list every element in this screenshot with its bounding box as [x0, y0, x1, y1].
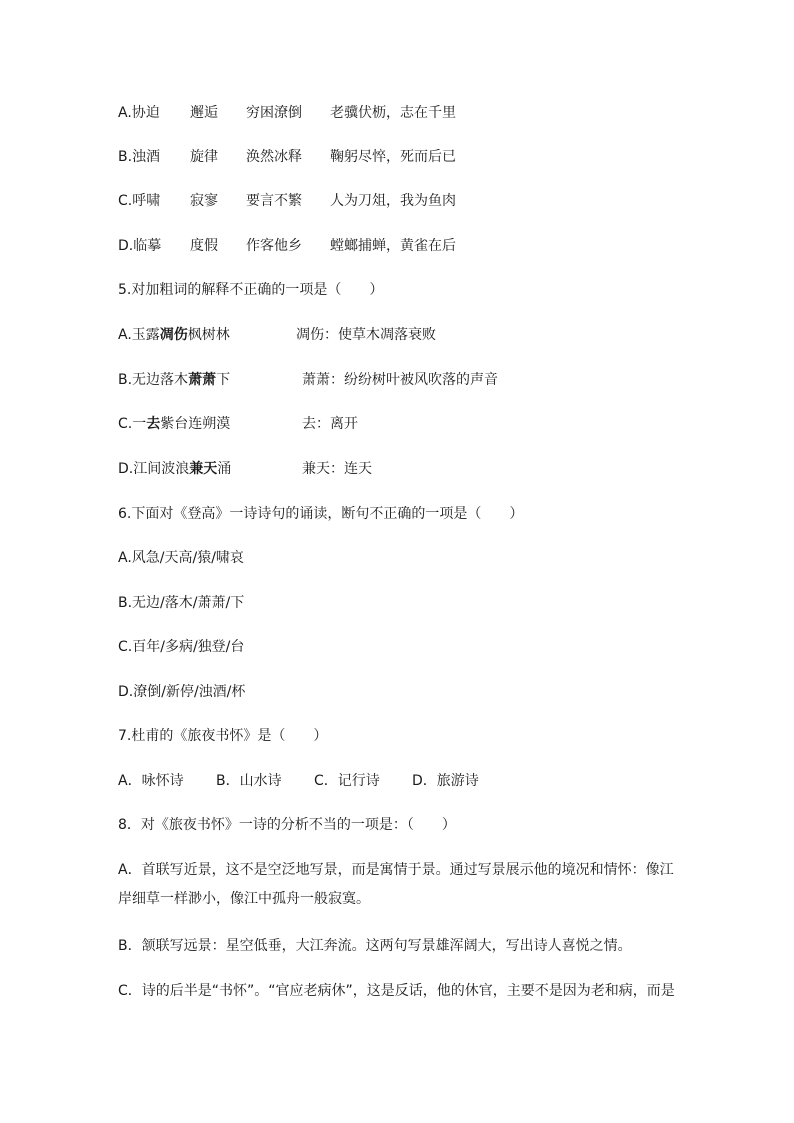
q5-b-pre: B.无边落木: [118, 372, 189, 388]
q4-c-word3: 要言不繁: [246, 193, 302, 209]
q7-option-a: A．咏怀诗: [118, 773, 184, 789]
q4-a-word4: 老骥伏枥，志在千里: [330, 105, 456, 121]
q4-d-word2: 度假: [190, 238, 218, 254]
q7-stem: 7.杜甫的《旅夜书怀》是（ ）: [118, 728, 328, 744]
q4-b-word4: 鞠躬尽悴，死而后已: [330, 149, 456, 165]
q4-b-word1: B.浊酒: [118, 149, 161, 165]
q5-c-phrase: [118, 415, 230, 433]
q4-c-word2: 寂寥: [190, 193, 218, 209]
q4-c-word4: 人为刀俎，我为鱼肉: [330, 193, 456, 209]
q5-a-phrase: [118, 326, 230, 344]
q4-a-word3: 穷困潦倒: [246, 105, 302, 121]
q4-b-word2: 旋律: [190, 149, 218, 165]
q4-c-word1: C.呼啸: [118, 193, 161, 209]
q5-d-phrase: [118, 460, 231, 478]
q4-a-word1: A.协迫: [118, 105, 160, 121]
q8-option-c: C．诗的后半是“书怀”。“官应老病休”，这是反话，他的休官，主要不是因为老和病，而是: [118, 983, 675, 999]
q5-a-post: 枫树林: [187, 327, 230, 343]
q5-b-post: 下: [216, 372, 231, 388]
q6-option-c: C.百年/多病/独登/台: [118, 639, 245, 655]
q5-b-explain: 萧萧：纷纷树叶被风吹落的声音: [302, 372, 498, 388]
q5-c-explain: 去：离开: [302, 416, 358, 432]
q4-b-word3: 涣然冰释: [246, 149, 302, 165]
q7-option-d: D．旅游诗: [412, 773, 479, 789]
q5-b-bold: 萧萧: [188, 372, 217, 388]
q5-b-phrase: [118, 371, 230, 389]
q5-c-post: 紫台连朔漠: [160, 416, 231, 432]
q5-d-post: 涌: [217, 461, 232, 477]
q4-a-word2: 邂逅: [190, 105, 218, 121]
q7-option-c: C．记行诗: [314, 773, 380, 789]
q4-d-word4: 螳螂捕蝉，黄雀在后: [330, 238, 456, 254]
q4-d-word1: D.临摹: [118, 238, 162, 254]
q5-c-pre: C.一: [118, 416, 147, 432]
q6-option-a: A.风急/天高/猿/啸哀: [118, 550, 244, 566]
q5-d-pre: D.江间波浪: [118, 461, 190, 477]
q6-option-b: B.无边/落木/萧萧/下: [118, 595, 245, 611]
q5-d-bold: 兼天: [189, 461, 218, 477]
q7-option-b: B．山水诗: [216, 773, 282, 789]
q5-d-explain: 兼天：连天: [302, 461, 372, 477]
q5-stem: 5.对加粗词的解释不正确的一项是（ ）: [118, 282, 384, 298]
q5-a-pre: A.玉露: [118, 327, 160, 343]
q6-option-d: D.潦倒/新停/浊酒/杯: [118, 684, 246, 700]
q5-a-explain: 凋伤：使草木凋落衰败: [296, 327, 436, 343]
q8-option-a: A．首联写近景，这不是空泛地写景，而是寓情于景。通过写景展示他的境况和情怀：像江岸细草一样渺小，像江中孤舟一般寂寞。: [118, 862, 674, 907]
q5-c-bold: 去: [146, 416, 161, 432]
q8-option-b: B．颔联写远景：星空低垂，大江奔流。这两句写景雄浑阔大，写出诗人喜悦之情。: [118, 938, 632, 954]
q5-a-bold: 凋伤: [159, 327, 188, 343]
q8-stem: 8．对《旅夜书怀》一诗的分析不当的一项是：（ ）: [118, 817, 456, 833]
q4-d-word3: 作客他乡: [246, 238, 302, 254]
q6-stem: 6.下面对《登高》一诗诗句的诵读，断句不正确的一项是（ ）: [118, 506, 524, 522]
